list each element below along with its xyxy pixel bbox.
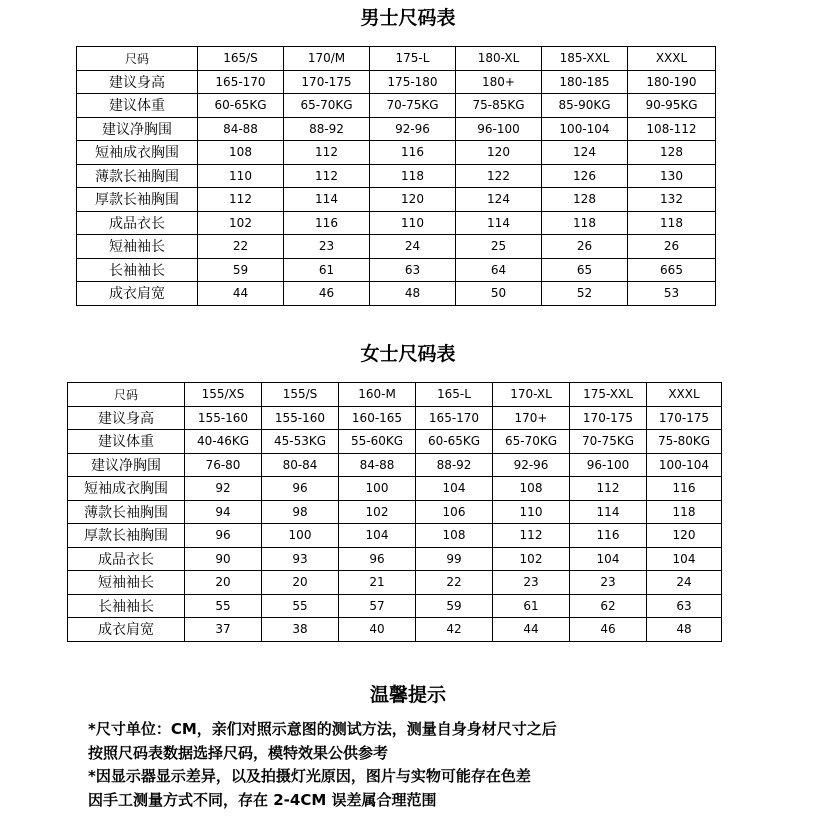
table-row <box>77 235 716 259</box>
table-cell: 104 <box>339 524 416 548</box>
table-cell: 108 <box>416 524 493 548</box>
table-row <box>68 547 722 571</box>
table-cell: 100-104 <box>647 453 722 477</box>
table-cell: 175-180 <box>370 70 456 94</box>
table-cell: 170+ <box>493 406 570 430</box>
table-cell: 116 <box>647 477 722 501</box>
row-label: 建议身高 <box>77 70 198 94</box>
table-cell: 44 <box>493 618 570 642</box>
row-label: 成品衣长 <box>77 211 198 235</box>
table-cell: 112 <box>284 141 370 165</box>
table-cell: 93 <box>262 547 339 571</box>
men-size-chart-title: 男士尺码表 <box>360 7 456 29</box>
table-cell: 132 <box>628 188 716 212</box>
table-cell: 96-100 <box>570 453 647 477</box>
table-cell: 100-104 <box>542 117 628 141</box>
table-cell: 25 <box>456 235 542 259</box>
table-cell: 65 <box>542 258 628 282</box>
table-row <box>77 70 716 94</box>
table-cell: 75-80KG <box>647 430 722 454</box>
table-cell: 24 <box>647 571 722 595</box>
row-label: 建议体重 <box>68 430 185 454</box>
table-cell: 70-75KG <box>370 94 456 118</box>
table-cell: 118 <box>370 164 456 188</box>
table-cell: 130 <box>628 164 716 188</box>
table-cell: 55 <box>185 594 262 618</box>
table-cell: 46 <box>284 282 370 306</box>
table-row <box>68 477 722 501</box>
table-cell: 23 <box>284 235 370 259</box>
table-cell: 124 <box>456 188 542 212</box>
table-cell: 50 <box>456 282 542 306</box>
tip-line: *因显示器显示差异，以及拍摄灯光原因，图片与实物可能存在色差 <box>88 767 531 785</box>
table-cell: 96 <box>262 477 339 501</box>
table-cell: 104 <box>416 477 493 501</box>
table-cell: 63 <box>370 258 456 282</box>
size-header-cell: XXXL <box>647 383 722 407</box>
table-cell: 116 <box>284 211 370 235</box>
table-cell: 118 <box>647 500 722 524</box>
table-cell: 90 <box>185 547 262 571</box>
table-row <box>68 618 722 642</box>
table-row <box>77 258 716 282</box>
table-cell: 55-60KG <box>339 430 416 454</box>
table-cell: 120 <box>456 141 542 165</box>
table-cell: 55 <box>262 594 339 618</box>
table-cell: 122 <box>456 164 542 188</box>
table-cell: 120 <box>370 188 456 212</box>
tip-line: 按照尺码表数据选择尺码，模特效果公供参考 <box>88 743 389 762</box>
row-label: 成衣肩宽 <box>77 282 198 306</box>
table-cell: 60-65KG <box>198 94 284 118</box>
table-cell: 165-170 <box>416 406 493 430</box>
table-cell: 114 <box>570 500 647 524</box>
tips-title: 温馨提示 <box>369 684 446 706</box>
table-cell: 102 <box>198 211 284 235</box>
women-size-chart-title: 女士尺码表 <box>360 343 456 365</box>
row-label: 长袖袖长 <box>68 594 185 618</box>
table-cell: 108-112 <box>628 117 716 141</box>
size-header-label: 尺码 <box>68 383 185 407</box>
table-cell: 92 <box>185 477 262 501</box>
table-row <box>68 430 722 454</box>
table-cell: 108 <box>198 141 284 165</box>
table-cell: 180+ <box>456 70 542 94</box>
table-row <box>68 406 722 430</box>
table-cell: 88-92 <box>416 453 493 477</box>
table-cell: 180-190 <box>628 70 716 94</box>
table-row <box>68 571 722 595</box>
table-cell: 24 <box>370 235 456 259</box>
row-label: 厚款长袖胸围 <box>68 524 185 548</box>
table-cell: 92-96 <box>493 453 570 477</box>
table-cell: 155-160 <box>185 406 262 430</box>
table-cell: 65-70KG <box>284 94 370 118</box>
row-label: 建议净胸围 <box>77 117 198 141</box>
size-header-cell: 155/XS <box>185 383 262 407</box>
row-label: 成衣肩宽 <box>68 618 185 642</box>
table-cell: 104 <box>647 547 722 571</box>
table-row <box>77 94 716 118</box>
table-cell: 110 <box>370 211 456 235</box>
table-cell: 112 <box>284 164 370 188</box>
size-header-cell: 175-XXL <box>570 383 647 407</box>
size-header-cell: XXXL <box>628 47 716 71</box>
table-cell: 102 <box>493 547 570 571</box>
size-header-cell: 165-L <box>416 383 493 407</box>
table-row <box>77 164 716 188</box>
table-cell: 106 <box>416 500 493 524</box>
header-row <box>77 47 716 71</box>
size-header-cell: 165/S <box>198 47 284 71</box>
table-cell: 114 <box>284 188 370 212</box>
table-cell: 665 <box>628 258 716 282</box>
size-header-cell: 160-M <box>339 383 416 407</box>
size-header-cell: 170/M <box>284 47 370 71</box>
size-header-cell: 175-L <box>370 47 456 71</box>
table-cell: 80-84 <box>262 453 339 477</box>
table-cell: 40 <box>339 618 416 642</box>
table-cell: 96 <box>185 524 262 548</box>
table-cell: 22 <box>416 571 493 595</box>
table-row <box>77 141 716 165</box>
table-cell: 96-100 <box>456 117 542 141</box>
table-cell: 128 <box>542 188 628 212</box>
table-row <box>77 188 716 212</box>
size-header-cell: 185-XXL <box>542 47 628 71</box>
size-header-cell: 170-XL <box>493 383 570 407</box>
table-cell: 100 <box>339 477 416 501</box>
table-cell: 53 <box>628 282 716 306</box>
size-header-label: 尺码 <box>77 47 198 71</box>
table-cell: 23 <box>570 571 647 595</box>
table-cell: 48 <box>647 618 722 642</box>
row-label: 建议净胸围 <box>68 453 185 477</box>
row-label: 短袖袖长 <box>77 235 198 259</box>
table-cell: 75-85KG <box>456 94 542 118</box>
table-cell: 108 <box>493 477 570 501</box>
table-cell: 45-53KG <box>262 430 339 454</box>
table-cell: 126 <box>542 164 628 188</box>
table-cell: 94 <box>185 500 262 524</box>
table-cell: 37 <box>185 618 262 642</box>
table-row <box>68 524 722 548</box>
table-cell: 100 <box>262 524 339 548</box>
table-cell: 104 <box>570 547 647 571</box>
table-cell: 59 <box>416 594 493 618</box>
row-label: 建议体重 <box>77 94 198 118</box>
size-header-cell: 155/S <box>262 383 339 407</box>
table-row <box>77 211 716 235</box>
tips-notes <box>88 718 788 812</box>
table-cell: 76-80 <box>185 453 262 477</box>
table-row <box>68 453 722 477</box>
table-cell: 170-175 <box>647 406 722 430</box>
table-cell: 96 <box>339 547 416 571</box>
table-cell: 180-185 <box>542 70 628 94</box>
row-label: 长袖袖长 <box>77 258 198 282</box>
table-cell: 22 <box>198 235 284 259</box>
table-cell: 88-92 <box>284 117 370 141</box>
table-cell: 26 <box>628 235 716 259</box>
table-cell: 48 <box>370 282 456 306</box>
table-cell: 20 <box>185 571 262 595</box>
row-label: 短袖成衣胸围 <box>68 477 185 501</box>
table-cell: 118 <box>628 211 716 235</box>
table-cell: 118 <box>542 211 628 235</box>
table-cell: 52 <box>542 282 628 306</box>
table-cell: 160-165 <box>339 406 416 430</box>
header-row <box>68 383 722 407</box>
row-label: 薄款长袖胸围 <box>68 500 185 524</box>
tip-line: *尺寸单位：CM，亲们对照示意图的测试方法，测量自身身材尺寸之后 <box>88 720 557 738</box>
table-cell: 23 <box>493 571 570 595</box>
table-cell: 65-70KG <box>493 430 570 454</box>
table-cell: 112 <box>570 477 647 501</box>
table-cell: 110 <box>493 500 570 524</box>
table-cell: 42 <box>416 618 493 642</box>
table-cell: 116 <box>570 524 647 548</box>
women-size-table <box>67 382 722 642</box>
table-cell: 124 <box>542 141 628 165</box>
table-cell: 62 <box>570 594 647 618</box>
size-header-cell: 180-XL <box>456 47 542 71</box>
men-size-table <box>76 46 716 306</box>
table-cell: 20 <box>262 571 339 595</box>
table-cell: 84-88 <box>198 117 284 141</box>
table-cell: 128 <box>628 141 716 165</box>
row-label: 短袖成衣胸围 <box>77 141 198 165</box>
table-cell: 116 <box>370 141 456 165</box>
table-cell: 44 <box>198 282 284 306</box>
table-row <box>77 282 716 306</box>
table-cell: 63 <box>647 594 722 618</box>
table-cell: 110 <box>198 164 284 188</box>
table-cell: 61 <box>284 258 370 282</box>
table-cell: 170-175 <box>570 406 647 430</box>
table-cell: 84-88 <box>339 453 416 477</box>
row-label: 成品衣长 <box>68 547 185 571</box>
table-cell: 90-95KG <box>628 94 716 118</box>
row-label: 短袖袖长 <box>68 571 185 595</box>
table-cell: 57 <box>339 594 416 618</box>
table-cell: 70-75KG <box>570 430 647 454</box>
table-cell: 99 <box>416 547 493 571</box>
table-row <box>68 594 722 618</box>
row-label: 薄款长袖胸围 <box>77 164 198 188</box>
table-cell: 112 <box>493 524 570 548</box>
table-row <box>77 117 716 141</box>
table-cell: 92-96 <box>370 117 456 141</box>
table-cell: 59 <box>198 258 284 282</box>
table-cell: 102 <box>339 500 416 524</box>
table-row <box>68 500 722 524</box>
row-label: 建议身高 <box>68 406 185 430</box>
row-label: 厚款长袖胸围 <box>77 188 198 212</box>
table-cell: 46 <box>570 618 647 642</box>
table-cell: 38 <box>262 618 339 642</box>
tip-line: 因手工测量方式不同，存在 2-4CM 误差属合理范围 <box>88 790 437 809</box>
table-cell: 26 <box>542 235 628 259</box>
table-cell: 114 <box>456 211 542 235</box>
table-cell: 155-160 <box>262 406 339 430</box>
table-cell: 85-90KG <box>542 94 628 118</box>
table-cell: 64 <box>456 258 542 282</box>
table-cell: 112 <box>198 188 284 212</box>
table-cell: 61 <box>493 594 570 618</box>
table-cell: 120 <box>647 524 722 548</box>
table-cell: 40-46KG <box>185 430 262 454</box>
table-cell: 60-65KG <box>416 430 493 454</box>
table-cell: 98 <box>262 500 339 524</box>
table-cell: 170-175 <box>284 70 370 94</box>
table-cell: 21 <box>339 571 416 595</box>
table-cell: 165-170 <box>198 70 284 94</box>
